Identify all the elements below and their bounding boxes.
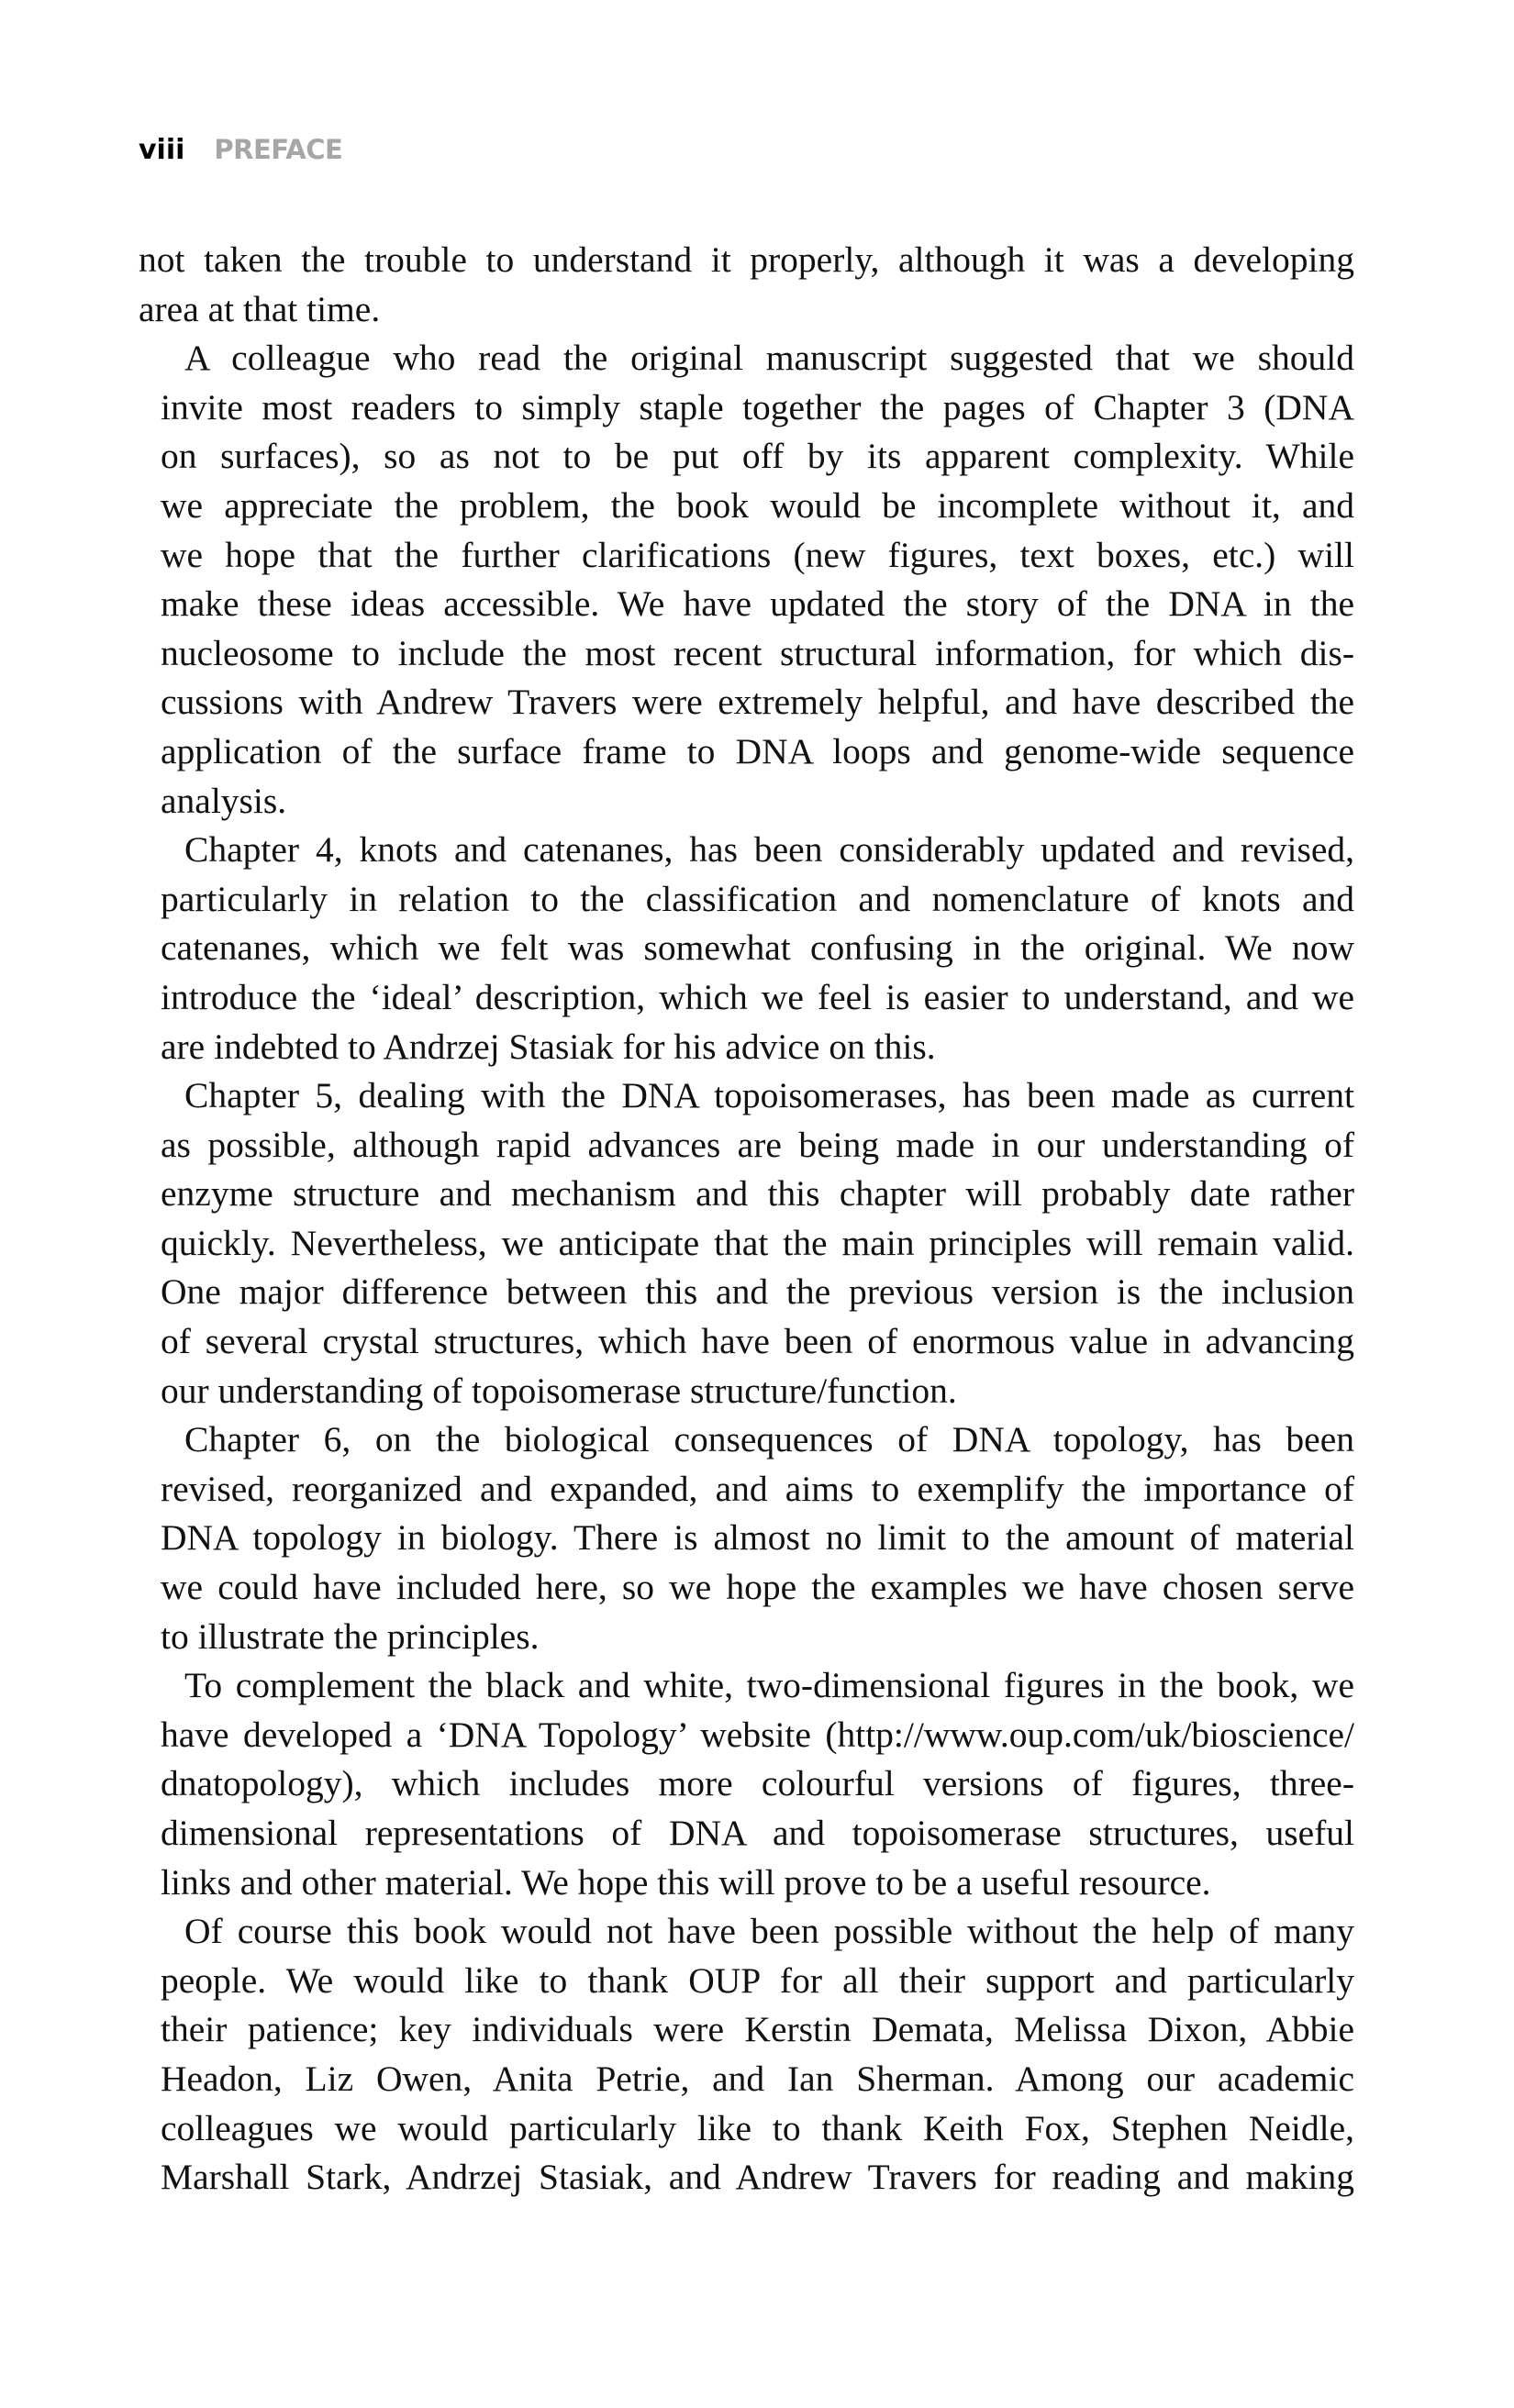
- text-line: cussions with Andrew Travers were extremely helpful, and have described the: [161, 682, 1354, 723]
- text-line: we appreciate the problem, the book would be incomplete without it, and: [161, 484, 1354, 526]
- paragraph-acknowledgements: [139, 1907, 1354, 2203]
- text-line: dimensional representations of DNA and topoisomerase structures, useful: [161, 1813, 1354, 1853]
- text-line: of several crystal structures, which have been of enormous value in advancing: [161, 1321, 1354, 1362]
- text-line: analysis.: [161, 780, 287, 821]
- text-line: Headon, Liz Owen, Anita Petrie, and Ian Sherman. Among our academic: [161, 2058, 1354, 2099]
- text-line: revised, reorganized and expanded, and aims to exemplify the importance of: [161, 1468, 1354, 1509]
- text-line: To complement the black and white, two-dimensional figures in the book, we: [184, 1665, 1354, 1706]
- body-text: [139, 236, 1354, 2203]
- paragraph-website: [139, 1661, 1354, 1907]
- text-line: Chapter 6, on the biological consequences of DNA topology, has been: [184, 1419, 1354, 1460]
- text-line: invite most readers to simply staple together the pages of Chapter 3 (DNA: [161, 386, 1354, 427]
- paragraph-continued: [139, 236, 1354, 334]
- text-line: Chapter 5, dealing with the DNA topoisomerases, has been made as current: [184, 1075, 1354, 1116]
- text-line: One major difference between this and the previous version is the inclusion: [161, 1271, 1354, 1313]
- paragraph-chapter-5: [139, 1071, 1354, 1415]
- text-line: on surfaces), so as not to be put off by its apparent complexity. While: [161, 436, 1354, 477]
- text-line: links and other material. We hope this will prove to be a useful resource.: [161, 1861, 1211, 1903]
- text-line: make these ideas accessible. We have updated the story of the DNA in the: [161, 583, 1354, 625]
- text-line: application of the surface frame to DNA loops and genome-wide sequence: [161, 730, 1354, 771]
- text-line: area at that time.: [139, 288, 381, 329]
- paragraph-chapter-6: [139, 1415, 1354, 1661]
- text-line: are indebted to Andrzej Stasiak for his advice on this.: [161, 1026, 936, 1067]
- text-line: Chapter 4, knots and catenanes, has been considerably updated and revised,: [184, 829, 1354, 871]
- text-line: their patience; key individuals were Kerstin Demata, Melissa Dixon, Abbie: [161, 2009, 1354, 2050]
- text-line: Marshall Stark, Andrzej Stasiak, and Andrew Travers for reading and making: [161, 2157, 1354, 2198]
- text-line: A colleague who read the original manuscript suggested that we should: [184, 338, 1354, 379]
- paragraph-chapter-4: [139, 826, 1354, 1071]
- page-number: viii: [139, 134, 185, 166]
- text-line: to illustrate the principles.: [161, 1615, 540, 1657]
- text-line: not taken the trouble to understand it properly, although it was a developing: [139, 239, 1354, 280]
- paragraph-chapter-3: [139, 334, 1354, 826]
- text-line: particularly in relation to the classification and nomenclature of knots and: [161, 878, 1354, 919]
- text-line: dnatopology), which includes more colourful versions of figures, three-: [161, 1763, 1354, 1804]
- text-line: colleagues we would particularly like to thank Keith Fox, Stephen Neidle,: [161, 2107, 1354, 2148]
- text-line: Of course this book would not have been possible without the help of many: [184, 1911, 1354, 1952]
- text-line: introduce the ‘ideal’ description, which we feel is easier to understand, and we: [161, 976, 1354, 1017]
- text-line: nucleosome to include the most recent structural information, for which dis-: [161, 632, 1354, 673]
- text-line-with-url: have developed a ‘DNA Topology’ website (http://www.oup.com/uk/bioscience/: [161, 1714, 1354, 1755]
- text-line: we could have included here, so we hope the examples we have chosen serve: [161, 1567, 1354, 1608]
- text-line: catenanes, which we felt was somewhat confusing in the original. We now: [161, 927, 1354, 969]
- text-line: our understanding of topoisomerase structure/function.: [161, 1370, 957, 1411]
- running-head: [139, 131, 342, 169]
- text-line: enzyme structure and mechanism and this chapter will probably date rather: [161, 1173, 1354, 1215]
- text-line: we hope that the further clarifications (new figures, text boxes, etc.) will: [161, 534, 1354, 575]
- text-line: DNA topology in biology. There is almost no limit to the amount of material: [161, 1517, 1354, 1559]
- text-line: as possible, although rapid advances are being made in our understanding of: [161, 1124, 1354, 1165]
- text-line: people. We would like to thank OUP for all their support and particularly: [161, 1959, 1354, 2001]
- section-title: PREFACE: [214, 134, 343, 165]
- text-line: quickly. Nevertheless, we anticipate that the main principles will remain valid.: [161, 1222, 1354, 1263]
